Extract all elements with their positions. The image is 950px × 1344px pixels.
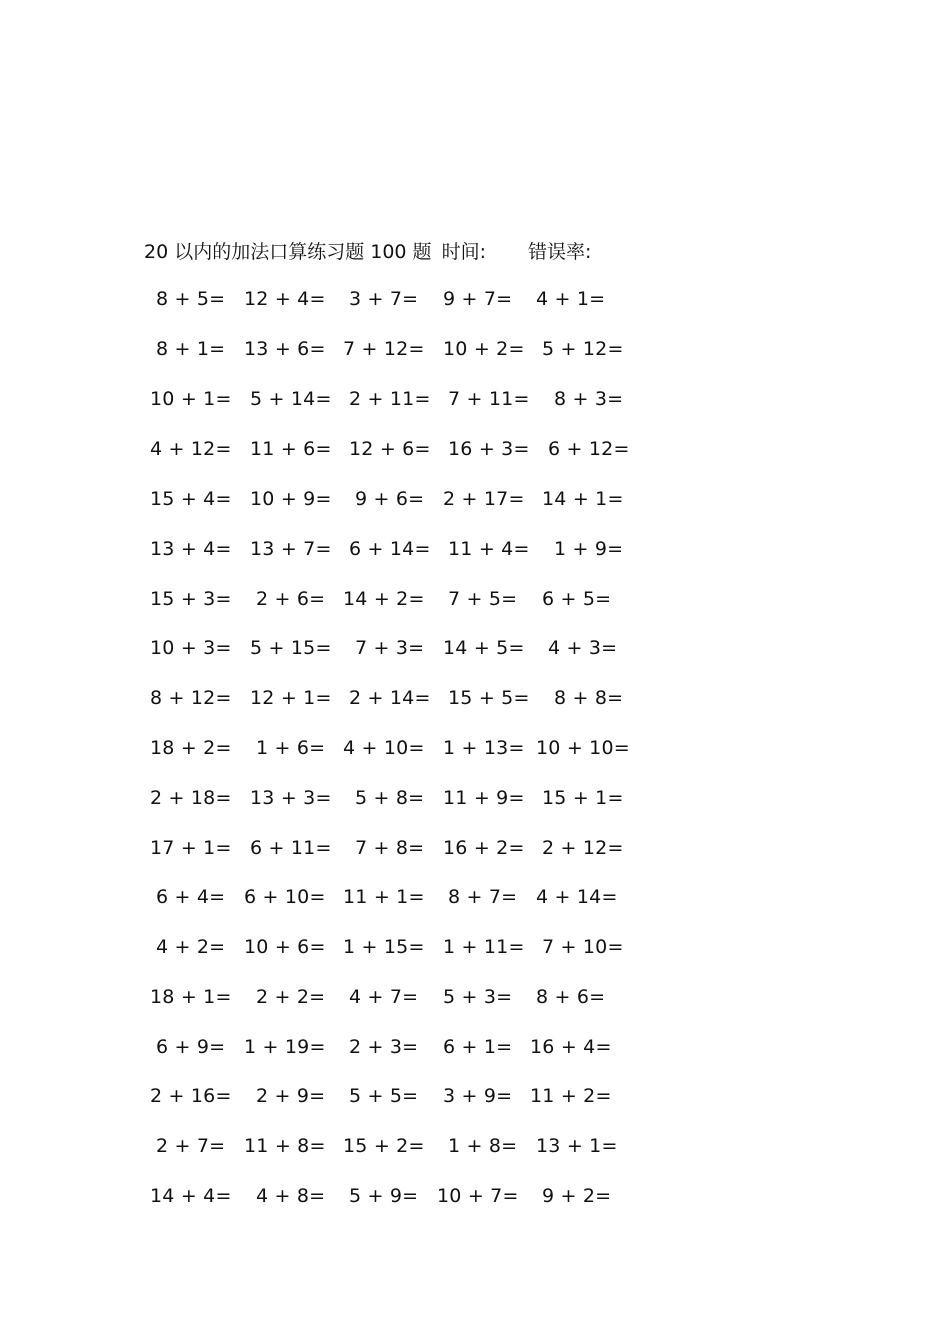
problem-item: 2 + 12= bbox=[542, 837, 624, 859]
problem-item: 7 + 3= bbox=[355, 637, 425, 659]
problem-item: 4 + 12= bbox=[150, 438, 232, 460]
problem-item: 14 + 5= bbox=[443, 637, 525, 659]
problem-item: 9 + 7= bbox=[443, 288, 513, 310]
problem-item: 15 + 1= bbox=[542, 787, 624, 809]
problem-item: 4 + 3= bbox=[548, 637, 618, 659]
problem-item: 8 + 12= bbox=[150, 687, 232, 709]
problem-item: 15 + 5= bbox=[448, 687, 530, 709]
problem-item: 4 + 2= bbox=[156, 936, 226, 958]
problem-item: 5 + 3= bbox=[443, 986, 513, 1008]
problem-item: 14 + 1= bbox=[542, 488, 624, 510]
problem-item: 2 + 14= bbox=[349, 687, 431, 709]
problem-item: 6 + 14= bbox=[349, 538, 431, 560]
problem-item: 15 + 3= bbox=[150, 588, 232, 610]
problem-item: 2 + 7= bbox=[156, 1135, 226, 1157]
problem-item: 1 + 13= bbox=[443, 737, 525, 759]
worksheet-title: 20 以内的加法口算练习题 100 题 bbox=[144, 240, 432, 263]
problem-item: 6 + 4= bbox=[156, 886, 226, 908]
problem-item: 10 + 7= bbox=[437, 1185, 519, 1207]
problem-item: 10 + 10= bbox=[536, 737, 630, 759]
problem-item: 6 + 5= bbox=[542, 588, 612, 610]
problem-item: 3 + 9= bbox=[443, 1085, 513, 1107]
problem-item: 16 + 3= bbox=[448, 438, 530, 460]
problem-item: 13 + 3= bbox=[250, 787, 332, 809]
problem-item: 2 + 9= bbox=[256, 1085, 326, 1107]
problem-item: 18 + 2= bbox=[150, 737, 232, 759]
problem-item: 11 + 9= bbox=[443, 787, 525, 809]
problem-item: 5 + 8= bbox=[355, 787, 425, 809]
problem-item: 10 + 6= bbox=[244, 936, 326, 958]
problem-item: 1 + 9= bbox=[554, 538, 624, 560]
problem-item: 2 + 11= bbox=[349, 388, 431, 410]
problem-item: 2 + 3= bbox=[349, 1036, 419, 1058]
problem-item: 7 + 5= bbox=[448, 588, 518, 610]
problem-item: 13 + 7= bbox=[250, 538, 332, 560]
problem-item: 6 + 9= bbox=[156, 1036, 226, 1058]
problem-item: 12 + 1= bbox=[250, 687, 332, 709]
problem-item: 11 + 8= bbox=[244, 1135, 326, 1157]
problem-item: 9 + 6= bbox=[355, 488, 425, 510]
problem-item: 15 + 2= bbox=[343, 1135, 425, 1157]
problem-item: 13 + 1= bbox=[536, 1135, 618, 1157]
time-label: 时间: bbox=[441, 240, 486, 263]
problem-item: 6 + 12= bbox=[548, 438, 630, 460]
problem-item: 11 + 6= bbox=[250, 438, 332, 460]
problem-item: 5 + 14= bbox=[250, 388, 332, 410]
problem-item: 4 + 14= bbox=[536, 886, 618, 908]
problem-item: 10 + 9= bbox=[250, 488, 332, 510]
problem-item: 12 + 6= bbox=[349, 438, 431, 460]
problem-item: 16 + 2= bbox=[443, 837, 525, 859]
problem-item: 2 + 16= bbox=[150, 1085, 232, 1107]
problem-item: 8 + 6= bbox=[536, 986, 606, 1008]
problem-item: 5 + 9= bbox=[349, 1185, 419, 1207]
problem-item: 11 + 1= bbox=[343, 886, 425, 908]
problem-item: 8 + 3= bbox=[554, 388, 624, 410]
problem-item: 1 + 19= bbox=[244, 1036, 326, 1058]
problem-item: 4 + 1= bbox=[536, 288, 606, 310]
worksheet-header bbox=[144, 235, 591, 265]
problem-item: 9 + 2= bbox=[542, 1185, 612, 1207]
problem-item: 6 + 10= bbox=[244, 886, 326, 908]
problem-item: 7 + 8= bbox=[355, 837, 425, 859]
problem-item: 8 + 1= bbox=[156, 338, 226, 360]
problem-item: 11 + 2= bbox=[530, 1085, 612, 1107]
problem-item: 5 + 15= bbox=[250, 637, 332, 659]
problem-item: 1 + 8= bbox=[448, 1135, 518, 1157]
problem-item: 8 + 8= bbox=[554, 687, 624, 709]
problem-item: 10 + 3= bbox=[150, 637, 232, 659]
problem-item: 7 + 10= bbox=[542, 936, 624, 958]
problem-item: 13 + 4= bbox=[150, 538, 232, 560]
problem-item: 3 + 7= bbox=[349, 288, 419, 310]
problem-item: 1 + 6= bbox=[256, 737, 326, 759]
problem-item: 4 + 10= bbox=[343, 737, 425, 759]
problem-item: 5 + 5= bbox=[349, 1085, 419, 1107]
problem-item: 7 + 12= bbox=[343, 338, 425, 360]
problem-item: 10 + 2= bbox=[443, 338, 525, 360]
problem-item: 8 + 5= bbox=[156, 288, 226, 310]
problem-item: 2 + 17= bbox=[443, 488, 525, 510]
problem-item: 2 + 18= bbox=[150, 787, 232, 809]
problem-item: 18 + 1= bbox=[150, 986, 232, 1008]
problem-item: 13 + 6= bbox=[244, 338, 326, 360]
problem-item: 11 + 4= bbox=[448, 538, 530, 560]
problem-item: 6 + 11= bbox=[250, 837, 332, 859]
problem-item: 2 + 6= bbox=[256, 588, 326, 610]
problem-item: 2 + 2= bbox=[256, 986, 326, 1008]
problem-item: 4 + 7= bbox=[349, 986, 419, 1008]
problem-item: 16 + 4= bbox=[530, 1036, 612, 1058]
problem-item: 14 + 2= bbox=[343, 588, 425, 610]
error-rate-label: 错误率: bbox=[527, 240, 592, 263]
problem-item: 17 + 1= bbox=[150, 837, 232, 859]
problem-item: 5 + 12= bbox=[542, 338, 624, 360]
problem-item: 8 + 7= bbox=[448, 886, 518, 908]
problem-item: 1 + 11= bbox=[443, 936, 525, 958]
problem-item: 15 + 4= bbox=[150, 488, 232, 510]
problem-item: 12 + 4= bbox=[244, 288, 326, 310]
problem-item: 4 + 8= bbox=[256, 1185, 326, 1207]
problem-item: 14 + 4= bbox=[150, 1185, 232, 1207]
problem-item: 6 + 1= bbox=[443, 1036, 513, 1058]
problem-item: 1 + 15= bbox=[343, 936, 425, 958]
problem-item: 10 + 1= bbox=[150, 388, 232, 410]
problem-item: 7 + 11= bbox=[448, 388, 530, 410]
